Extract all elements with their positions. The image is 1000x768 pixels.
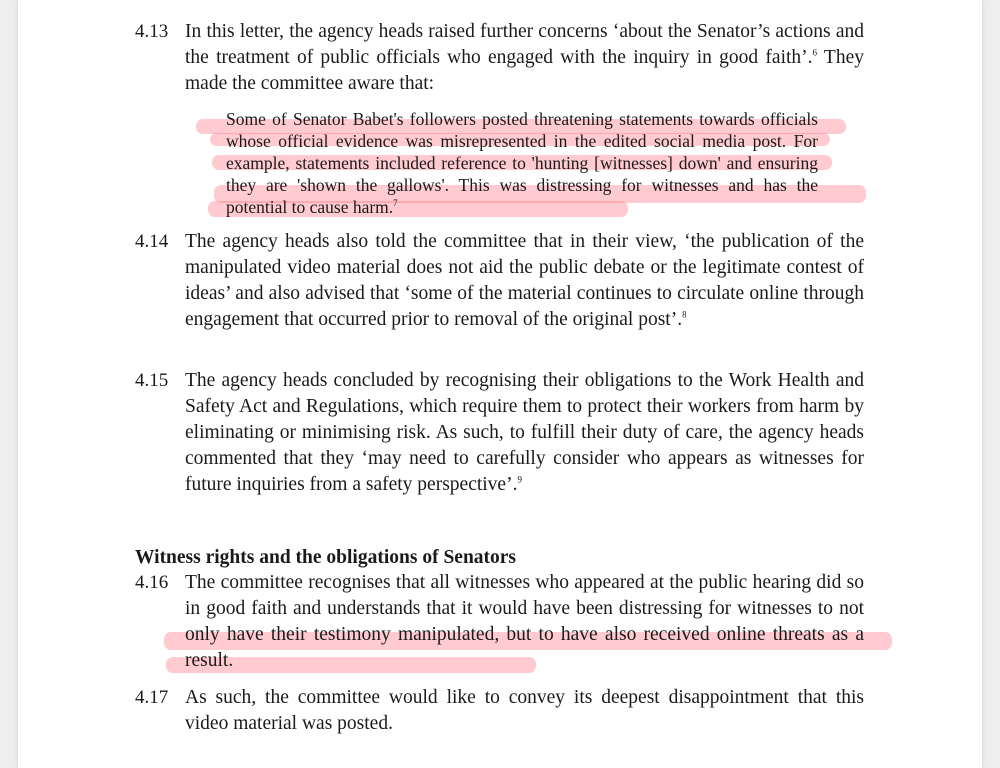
paragraph-number: 4.15 — [135, 370, 169, 391]
block-quote: Some of Senator Babet's followers posted threatening statements towards officials whose official evidence was misrepresented in the edited social media post. For example, statements included reference to 'hunting [witnesses] down' and ensuring they are 'shown the gallows'. This was distressing for witnesses and has the potential to cause harm.$^7$ — [226, 109, 818, 217]
paragraph-text: In this letter, the agency heads raised further concerns ‘about the Senator’s actions and the treatment of public officials who engaged with the inquiry in good faith’.$^6$ They made the committee aware that: — [185, 21, 864, 94]
paragraph-number: 4.17 — [135, 687, 169, 708]
section-heading: Witness rights and the obligations of Senators — [135, 547, 517, 568]
footnote-ref[interactable]: 7 — [393, 198, 398, 209]
paragraph-text: The committee recognises that all witnesses who appeared at the public hearing did so in good faith and understands that it would have been distressing for witnesses to not only have their testimony manipulated, but to have also received online threats as a result. — [185, 572, 864, 671]
paragraph-text: The agency heads also told the committee that in their view, ‘the publication of the manipulated video material does not aid the public debate or the legitimate contest of ideas’ and also advised that ‘some of the material continues to circulate online through engagement that occurred prior to removal of the original post’.$^8$ — [185, 231, 864, 330]
paragraph-number: 4.13 — [135, 21, 169, 42]
paragraph-number: 4.14 — [135, 231, 169, 252]
paragraph-text: The agency heads concluded by recognising their obligations to the Work Health and Safety Act and Regulations, which require them to protect their workers from harm by eliminating or minimising risk. As such, to fulfill their duty of care, the agency heads commented that they ‘may need to carefully consider who appears as witnesses for future inquiries from a safety perspective’.$^9$ — [185, 370, 864, 495]
footnote-ref[interactable]: 6 — [812, 47, 818, 58]
paragraph-number: 4.16 — [135, 572, 169, 593]
footnote-ref[interactable]: 8 — [682, 309, 687, 320]
footnote-ref[interactable]: 9 — [517, 474, 522, 485]
paragraph-text: As such, the committee would like to convey its deepest disappointment that this video material was posted. — [185, 687, 864, 734]
